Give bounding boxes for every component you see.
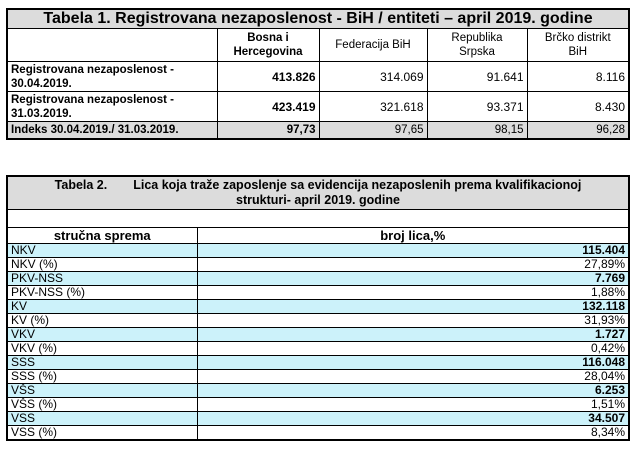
header-brcko bbox=[527, 29, 629, 62]
cell-rs: 93.371 bbox=[427, 92, 527, 122]
qualification-value: 31,93% bbox=[197, 314, 629, 328]
table-row bbox=[7, 286, 629, 300]
table-row bbox=[7, 300, 629, 314]
table-2-qualification-structure bbox=[6, 175, 630, 441]
header-brcko-line2: BiH bbox=[568, 46, 588, 58]
header-brcko-line1: Brčko distrikt bbox=[544, 32, 611, 44]
row-label bbox=[7, 92, 217, 122]
qualification-value: 0,42% bbox=[197, 342, 629, 356]
qualification-value: 1,88% bbox=[197, 286, 629, 300]
table-row bbox=[7, 62, 629, 92]
table-row bbox=[7, 370, 629, 384]
header-bih-line1: Bosna i bbox=[247, 32, 289, 44]
qualification-value: 1,51% bbox=[197, 398, 629, 412]
row-label-line2: 31.03.2019. bbox=[11, 107, 72, 120]
table-1-title: Tabela 1. Registrovana nezaposlenost - BiH / entiteti – april 2019. godine bbox=[7, 9, 629, 29]
cell-fbih: 321.618 bbox=[319, 92, 427, 122]
row-label bbox=[7, 62, 217, 92]
index-bih: 97,73 bbox=[217, 122, 319, 140]
table-1-empty-header bbox=[7, 29, 217, 62]
table-2-blank-row bbox=[7, 210, 629, 228]
table-row bbox=[7, 356, 629, 370]
qualification-value: 115.404 bbox=[197, 244, 629, 258]
qualification-label: SSS (%) bbox=[7, 370, 197, 384]
qualification-label: PKV-NSS bbox=[7, 272, 197, 286]
table-2-number: Tabela 2. bbox=[54, 178, 108, 192]
header-rs-line1: Republika bbox=[451, 32, 503, 44]
qualification-value: 6.253 bbox=[197, 384, 629, 398]
qualification-label: VKV bbox=[7, 328, 197, 342]
header-qualification: stručna sprema bbox=[7, 228, 197, 244]
index-rs: 98,15 bbox=[427, 122, 527, 140]
cell-brcko: 8.430 bbox=[527, 92, 629, 122]
index-fbih: 97,65 bbox=[319, 122, 427, 140]
qualification-label: PKV-NSS (%) bbox=[7, 286, 197, 300]
table-2-title bbox=[7, 176, 629, 210]
table-row bbox=[7, 328, 629, 342]
table-row bbox=[7, 244, 629, 258]
row-label-line2: 30.04.2019. bbox=[11, 77, 72, 90]
table-row bbox=[7, 342, 629, 356]
table-2-header-row bbox=[7, 228, 629, 244]
table-2-title-text: Lica koja traže zaposlenje sa evidencija nezaposlenih prema kvalifikacionoj bbox=[133, 178, 582, 192]
qualification-value: 34.507 bbox=[197, 412, 629, 426]
table-row bbox=[7, 258, 629, 272]
table-1-registered-unemployment bbox=[6, 8, 630, 140]
table-1-header-row bbox=[7, 29, 629, 62]
table-row bbox=[7, 314, 629, 328]
qualification-value: 1.727 bbox=[197, 328, 629, 342]
qualification-label: VKV (%) bbox=[7, 342, 197, 356]
header-bih-line2: Hercegovina bbox=[233, 46, 303, 58]
qualification-label: VŠS (%) bbox=[7, 398, 197, 412]
qualification-label: KV bbox=[7, 300, 197, 314]
qualification-label: NKV bbox=[7, 244, 197, 258]
cell-brcko: 8.116 bbox=[527, 62, 629, 92]
table-2-title-line2: strukturi- april 2019. godine bbox=[236, 193, 400, 207]
qualification-label: SSS bbox=[7, 356, 197, 370]
qualification-label: VSS bbox=[7, 412, 197, 426]
cell-bih: 413.826 bbox=[217, 62, 319, 92]
table-2-title-line1 bbox=[28, 178, 608, 193]
qualification-value: 8,34% bbox=[197, 426, 629, 441]
header-rs bbox=[427, 29, 527, 62]
qualification-value: 132.118 bbox=[197, 300, 629, 314]
qualification-value: 27,89% bbox=[197, 258, 629, 272]
header-bih bbox=[217, 29, 319, 62]
index-label: Indeks 30.04.2019./ 31.03.2019. bbox=[7, 122, 217, 140]
cell-fbih: 314.069 bbox=[319, 62, 427, 92]
table-row bbox=[7, 426, 629, 441]
header-fbih: Federacija BiH bbox=[319, 29, 427, 62]
table-1-index-row bbox=[7, 122, 629, 140]
qualification-value: 116.048 bbox=[197, 356, 629, 370]
table-row bbox=[7, 92, 629, 122]
index-brcko: 96,28 bbox=[527, 122, 629, 140]
table-2-body bbox=[7, 244, 629, 441]
table-row bbox=[7, 272, 629, 286]
table-row bbox=[7, 412, 629, 426]
qualification-value: 28,04% bbox=[197, 370, 629, 384]
header-count: broj lica,% bbox=[197, 228, 629, 244]
qualification-label: KV (%) bbox=[7, 314, 197, 328]
header-rs-line2: Srpska bbox=[459, 46, 495, 58]
table-row bbox=[7, 384, 629, 398]
cell-rs: 91.641 bbox=[427, 62, 527, 92]
qualification-value: 7.769 bbox=[197, 272, 629, 286]
qualification-label: VSS (%) bbox=[7, 426, 197, 441]
row-label-line1: Registrovana nezaposlenost - bbox=[11, 63, 174, 76]
qualification-label: VŠS bbox=[7, 384, 197, 398]
cell-bih: 423.419 bbox=[217, 92, 319, 122]
row-label-line1: Registrovana nezaposlenost - bbox=[11, 93, 174, 106]
table-row bbox=[7, 398, 629, 412]
qualification-label: NKV (%) bbox=[7, 258, 197, 272]
